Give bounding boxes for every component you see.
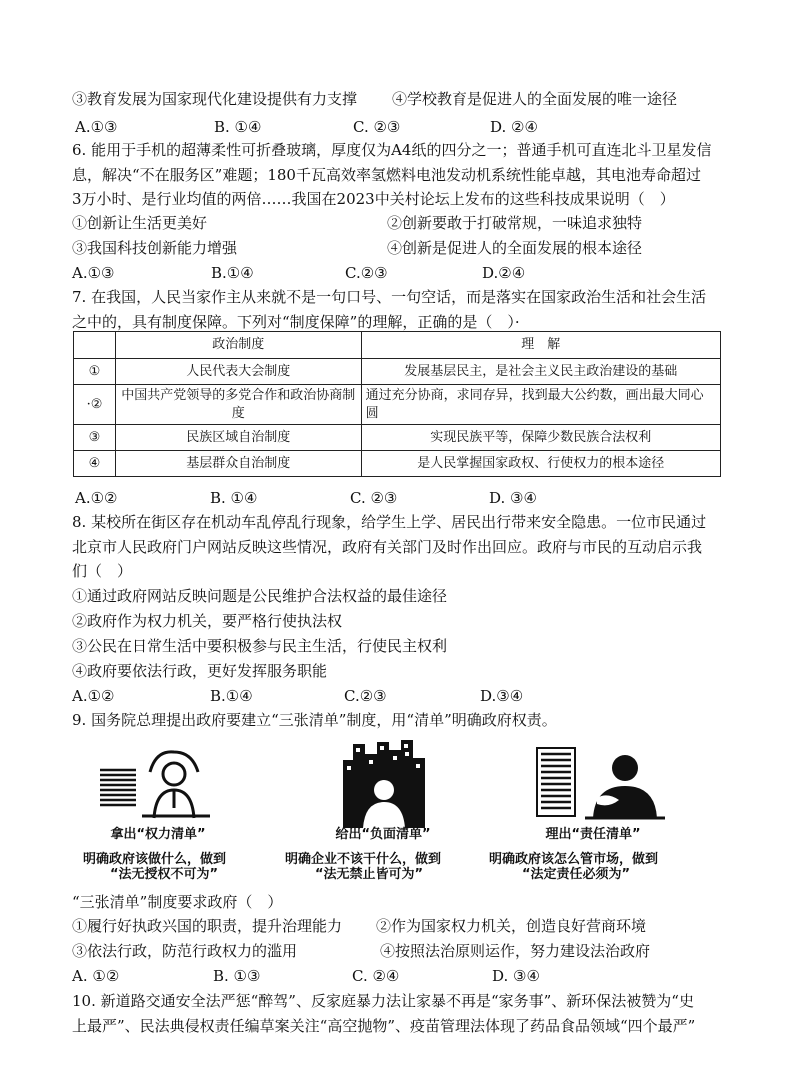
q9-stem: 9. 国务院总理提出政府要建立“三张清单”制度，用“清单”明确政府权责。 (72, 711, 557, 729)
q9-option-2: ②作为国家权力机关，创造良好营商环境 (376, 917, 647, 935)
power-list-desc-2: “法无授权不可为” (110, 867, 219, 882)
q8-choice-c: C.②③ (344, 687, 387, 705)
q9-choice-d: D. ③④ (492, 967, 540, 985)
negative-list-desc-1: 明确企业不该干什么，做到 (285, 852, 442, 867)
q8-stem-line-3: 们（ ） (72, 562, 133, 580)
q8-option-2: ②政府作为权力机关，要严格行使执法权 (72, 612, 343, 630)
q8-choice-a: A.①② (72, 687, 115, 705)
q7-header-num (74, 332, 116, 359)
q6-choice-d: D.②④ (482, 264, 526, 282)
negative-list-illustration (339, 738, 429, 830)
q7-row-num: ③ (74, 425, 116, 451)
table-row (74, 425, 721, 451)
q7-header-system: 政治制度 (115, 332, 361, 359)
q7-row-system: 人民代表大会制度 (115, 359, 361, 385)
q6-stem-line-1: 6. 能用于手机的超薄柔性可折叠玻璃，厚度仅为A4纸的四分之一；普通手机可直连北斗卫星发信 (72, 141, 712, 159)
q7-row-num: ① (74, 359, 116, 385)
q8-option-1: ①通过政府网站反映问题是公民维护合法权益的最佳途径 (72, 587, 448, 605)
q9-option-1: ①履行好执政兴国的职责，提升治理能力 (72, 917, 343, 935)
negative-list-desc-2: “法无禁止皆可为” (315, 867, 424, 882)
responsibility-list-desc-1: 明确政府该怎么管市场，做到 (489, 852, 659, 867)
q7-header-understanding: 理 解 (361, 332, 720, 359)
q7-choice-b: B. ①④ (210, 489, 258, 507)
top-choice-d: D. ②④ (490, 118, 538, 136)
q6-option-2: ②创新要敢于打破常规，一味追求独特 (387, 214, 643, 232)
q7-row-system: 民族区域自治制度 (115, 425, 361, 451)
q6-stem-line-3: 3万小时、是行业均值的两倍……我国在2023中关村论坛上发布的这些科技成果说明（ ） (72, 190, 675, 208)
q7-row-system: 中国共产党领导的多党合作和政治协商制度 (115, 385, 361, 425)
q7-stem-line-2: 之中的，具有制度保障。下列对“制度保障”的理解，正确的是（ ）· (72, 313, 520, 331)
q8-option-4: ④政府要依法行政，更好发挥服务职能 (72, 662, 328, 680)
top-choice-b: B. ①④ (214, 118, 262, 136)
q8-stem-line-1: 8. 某校所在街区存在机动车乱停乱行现象，给学生上学、居民出行带来安全隐患。一位市民通过 (72, 513, 707, 531)
responsibility-list-title: 理出“责任清单” (545, 827, 641, 842)
power-list-illustration (98, 742, 218, 822)
q9-choice-a: A. ①② (72, 967, 120, 985)
q10-stem-line-1: 10. 新道路交通安全法严惩“醉驾”、反家庭暴力法让家暴不再是“家务事”、新环保法被赞为“史 (72, 992, 694, 1010)
q9-choice-b: B. ①③ (213, 967, 261, 985)
q7-table (73, 331, 721, 477)
q8-option-3: ③公民在日常生活中要积极参与民主生活，行使民主权利 (72, 637, 448, 655)
power-list-title: 拿出“权力清单” (110, 827, 206, 842)
table-row (74, 451, 721, 477)
q6-option-3: ③我国科技创新能力增强 (72, 239, 238, 257)
top-option-4: ④学校教育是促进人的全面发展的唯一途径 (392, 90, 678, 108)
responsibility-list-desc-2: “法定责任必须为” (522, 867, 631, 882)
q6-option-1: ①创新让生活更美好 (72, 214, 208, 232)
q7-choice-d: D. ③④ (489, 489, 537, 507)
q7-row-understanding: 发展基层民主，是社会主义民主政治建设的基础 (361, 359, 720, 385)
q7-choice-a: A.①② (75, 489, 118, 507)
table-row (74, 385, 721, 425)
q9-choice-c: C. ②④ (352, 967, 400, 985)
negative-list-title: 给出“负面清单” (335, 827, 431, 842)
top-choice-c: C. ②③ (353, 118, 401, 136)
q8-choice-d: D.③④ (480, 687, 524, 705)
q10-stem-line-2: 上最严”、民法典侵权责任编草案关注“高空抛物”、疫苗管理法体现了药品食品领域“四个最严” (72, 1017, 696, 1035)
q8-stem-line-2: 北京市人民政府门户网站反映这些情况，政府有关部门及时作出回应。政府与市民的互动启示我 (72, 538, 703, 556)
q6-choice-b: B.①④ (211, 264, 254, 282)
q7-row-system: 基层群众自治制度 (115, 451, 361, 477)
q7-choice-c: C. ②③ (350, 489, 398, 507)
q7-row-understanding: 实现民族平等，保障少数民族合法权利 (361, 425, 720, 451)
power-list-desc-1: 明确政府该做什么，做到 (83, 852, 227, 867)
q6-stem-line-2: 息，解决“不在服务区”难题；180千瓦高效率氢燃料电池发动机系统性能卓越，其电池寿命超过 (72, 166, 701, 184)
q9-option-3: ③依法行政，防范行政权力的滥用 (72, 942, 298, 960)
q8-choice-b: B.①④ (210, 687, 253, 705)
q7-row-num: ·② (74, 385, 116, 425)
q6-choice-c: C.②③ (345, 264, 388, 282)
q7-row-understanding: 通过充分协商，求同存异，找到最大公约数，画出最大同心圆 (361, 385, 720, 425)
q7-stem-line-1: 7. 在我国，人民当家作主从来就不是一句口号、一句空话，而是落实在国家政治生活和社会生活 (72, 288, 707, 306)
q7-row-num: ④ (74, 451, 116, 477)
q9-question: “三张清单”制度要求政府（ ） (72, 893, 283, 911)
q9-option-4: ④按照法治原则运作，努力建设法治政府 (380, 942, 651, 960)
top-option-3: ③教育发展为国家现代化建设提供有力支撑 (72, 90, 358, 108)
table-row (74, 359, 721, 385)
q7-row-understanding: 是人民掌握国家政权、行使权力的根本途径 (361, 451, 720, 477)
q6-option-4: ④创新是促进人的全面发展的根本途径 (387, 239, 643, 257)
responsibility-list-illustration (535, 742, 675, 824)
top-choice-a: A.①③ (75, 118, 118, 136)
q6-choice-a: A.①③ (72, 264, 115, 282)
